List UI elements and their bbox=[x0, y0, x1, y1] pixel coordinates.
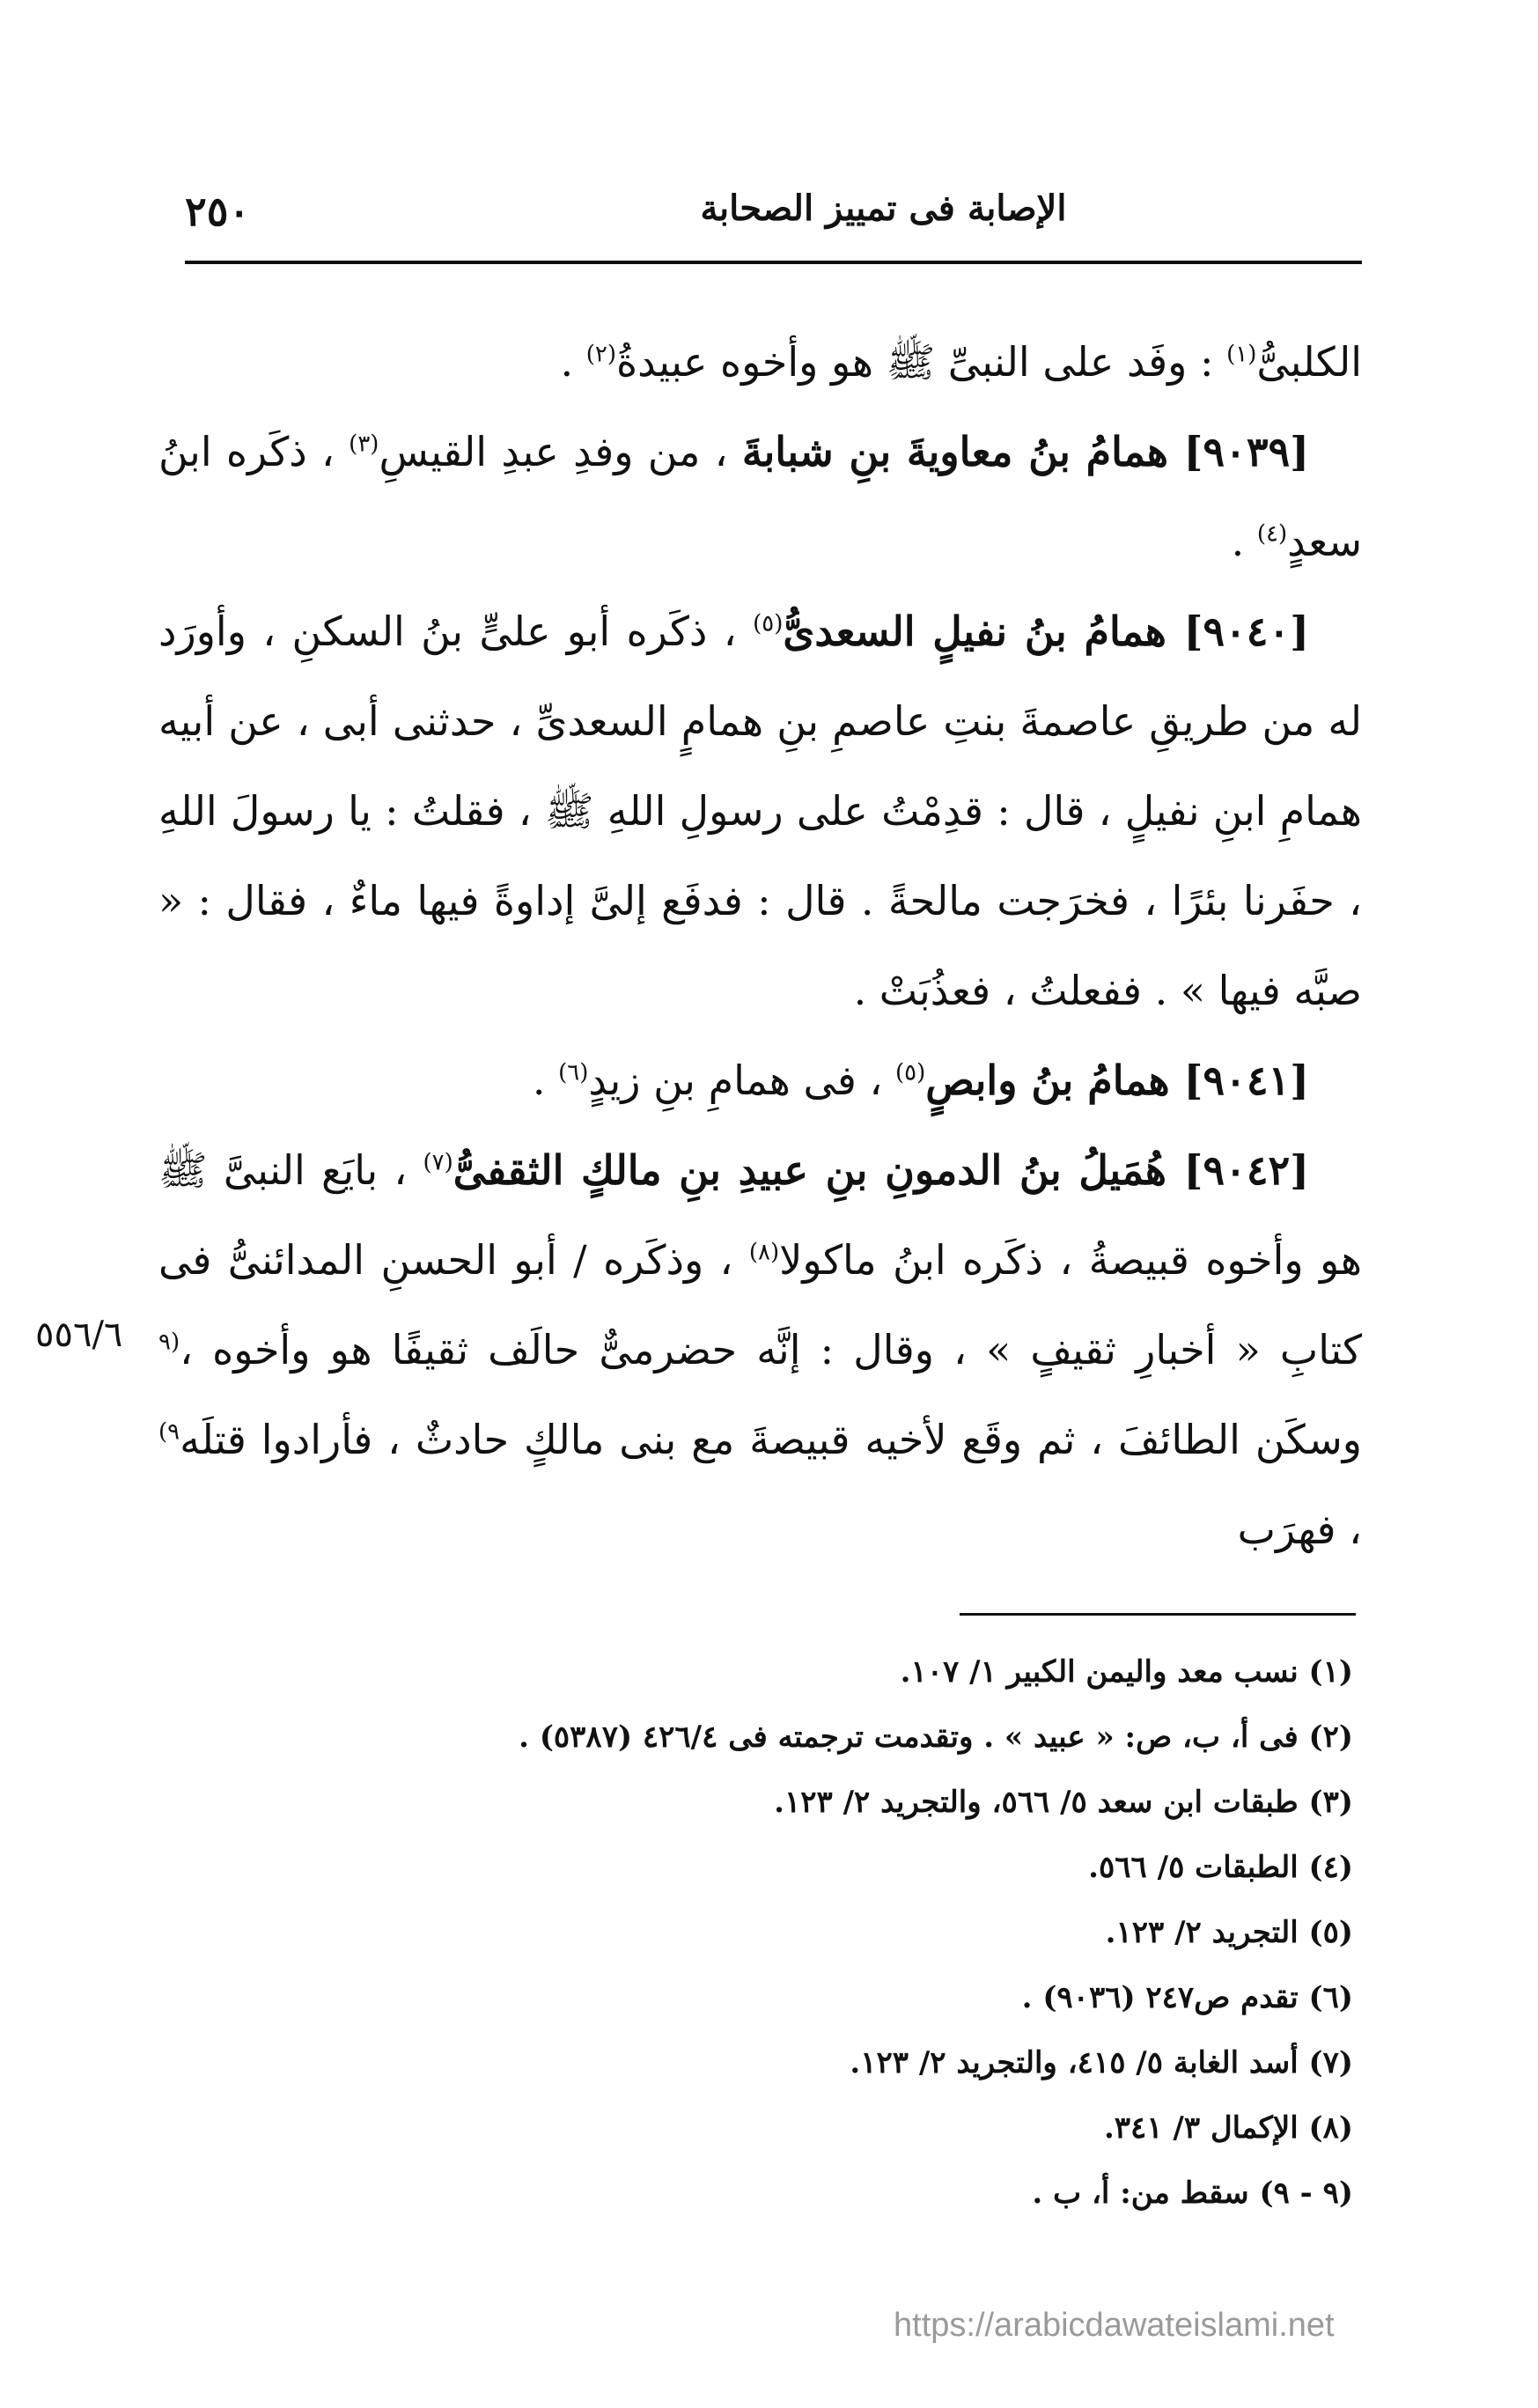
footnote-5: (٥) التجريد ٢/ ١٢٣. bbox=[1105, 1915, 1353, 1950]
text: ، بايَع النبىَّ ﷺ هو وأخوه قبيصةُ ، ذكَره ابنُ ماكولا bbox=[158, 1146, 1362, 1284]
text: ، فى همامِ بنِ زيدٍ bbox=[588, 1057, 895, 1104]
footnote-ref: (٥) bbox=[894, 1059, 926, 1086]
entry-number: [٩٠٤٠] bbox=[1183, 608, 1309, 655]
text: وسكَن الطائفَ ، ثم وقَع لأخيه قبيصةَ مع بنى مالكٍ حادثٌ ، فأرادوا قتلَه bbox=[180, 1416, 1362, 1463]
running-title: الإصابة فى تمييز الصحابة bbox=[700, 188, 1067, 229]
text: الكلبىُّ bbox=[1256, 338, 1362, 386]
entry-9039 bbox=[158, 407, 1362, 586]
text: : وفَد على النبىِّ ﷺ هو وأخوه عبيدةُ bbox=[615, 338, 1227, 386]
text: ، من وفدِ عبدِ القيسِ bbox=[379, 428, 742, 475]
text: . bbox=[560, 338, 586, 386]
text: . bbox=[532, 1057, 559, 1104]
footnote-6: (٦) تقدم ص٢٤٧ (٩٠٣٦) . bbox=[1021, 1980, 1353, 2015]
footnote-1: (١) نسب معد واليمن الكبير ١/ ١٠٧. bbox=[900, 1654, 1353, 1690]
page-header bbox=[185, 180, 1318, 242]
footnote-ref: (٢) bbox=[585, 341, 616, 368]
entry-9041 bbox=[158, 1035, 1362, 1125]
text: ، ذكَره ابنُ سعدٍ bbox=[158, 428, 1362, 565]
entry-number: [٩٠٤١] bbox=[1183, 1057, 1309, 1104]
footnote-ref: (٣) bbox=[349, 431, 379, 458]
footnote-ref: (٤) bbox=[1256, 520, 1288, 548]
footnote-ref: (٧) bbox=[423, 1149, 453, 1176]
paragraph-kalbi bbox=[158, 317, 1362, 407]
footnote-7: (٧) أسد الغابة ٥/ ٤١٥، والتجريد ٢/ ١٢٣. bbox=[850, 2045, 1353, 2080]
footnote-ref: (٩ bbox=[158, 1329, 180, 1356]
watermark-url: https://arabicdawateislami.net bbox=[894, 2307, 1335, 2344]
footnote-9: (٩ - ٩) سقط من: أ، ب . bbox=[1032, 2176, 1353, 2211]
main-text bbox=[158, 317, 1362, 1574]
entry-number: [٩٠٣٩] bbox=[1183, 428, 1309, 475]
footnote-2: (٢) فى أ، ب، ص: « عبيد » . وتقدمت ترجمته فى ٤٢٦/٤ (٥٣٨٧) . bbox=[519, 1719, 1353, 1755]
entry-9042 bbox=[158, 1125, 1362, 1574]
entry-9040 bbox=[158, 586, 1362, 1035]
text: . bbox=[1231, 518, 1257, 565]
entry-name: همامُ بنُ نفيلٍ السعدىُّ bbox=[783, 608, 1184, 655]
text: ، وذكَره / أبو الحسنِ المدائنىُّ فى كتابِ « أخبارِ ثقيفٍ » ، وقال : إنَّه حضرمىٌّ حالَف ثقيفًا هو وأخوه ، bbox=[158, 1236, 1362, 1373]
footnote-rule bbox=[960, 1613, 1356, 1616]
entry-name: هُمَيلُ بنُ الدمونِ بنِ عبيدِ بنِ مالكٍ الثقفىُّ bbox=[453, 1146, 1184, 1194]
margin-reference: ٥٥٦/٦ bbox=[35, 1314, 123, 1355]
text: ، فهرَب bbox=[1237, 1506, 1362, 1553]
footnote-3: (٣) طبقات ابن سعد ٥/ ٥٦٦، والتجريد ٢/ ١٢٣. bbox=[774, 1785, 1353, 1820]
footnote-ref: ٩) bbox=[158, 1418, 180, 1446]
footnote-ref: (٦) bbox=[558, 1059, 589, 1086]
entry-name: همامُ بنُ معاويةَ بنِ شبابةَ bbox=[741, 428, 1184, 475]
footnote-4: (٤) الطبقات ٥/ ٥٦٦. bbox=[1088, 1850, 1353, 1885]
footnote-ref: (١) bbox=[1226, 341, 1257, 368]
page-number: ٢٥٠ bbox=[185, 188, 251, 235]
footnote-8: (٨) الإكمال ٣/ ٣٤١. bbox=[1103, 2110, 1353, 2146]
entry-name: همامُ بنُ وابصٍ bbox=[925, 1057, 1184, 1104]
text: ، ذكَره أبو علىٍّ بنُ السكنِ ، وأورَد له من طريقِ عاصمةَ بنتِ عاصمِ بنِ همامٍ السعدىِّ ، حدثنى أبى ، عن أبيه همامِ ابنِ نفيلٍ ، قال : قدِمْتُ على رسولِ اللهِ ﷺ ، فقلتُ : يا رسولَ اللهِ ، حفَرنا بئرًا ، فخرَجت مالحةً . قال : فدفَع إلىَّ إداوةً فيها ماءٌ ، فقال : « صبَّه فيها » . ففعلتُ ، فعذُبَتْ . bbox=[158, 608, 1362, 1014]
header-rule bbox=[185, 261, 1362, 264]
footnote-ref: (٨) bbox=[748, 1239, 780, 1266]
footnote-ref: (٥) bbox=[753, 610, 784, 637]
entry-number: [٩٠٤٢] bbox=[1183, 1146, 1309, 1194]
footnotes bbox=[264, 1639, 1353, 2226]
